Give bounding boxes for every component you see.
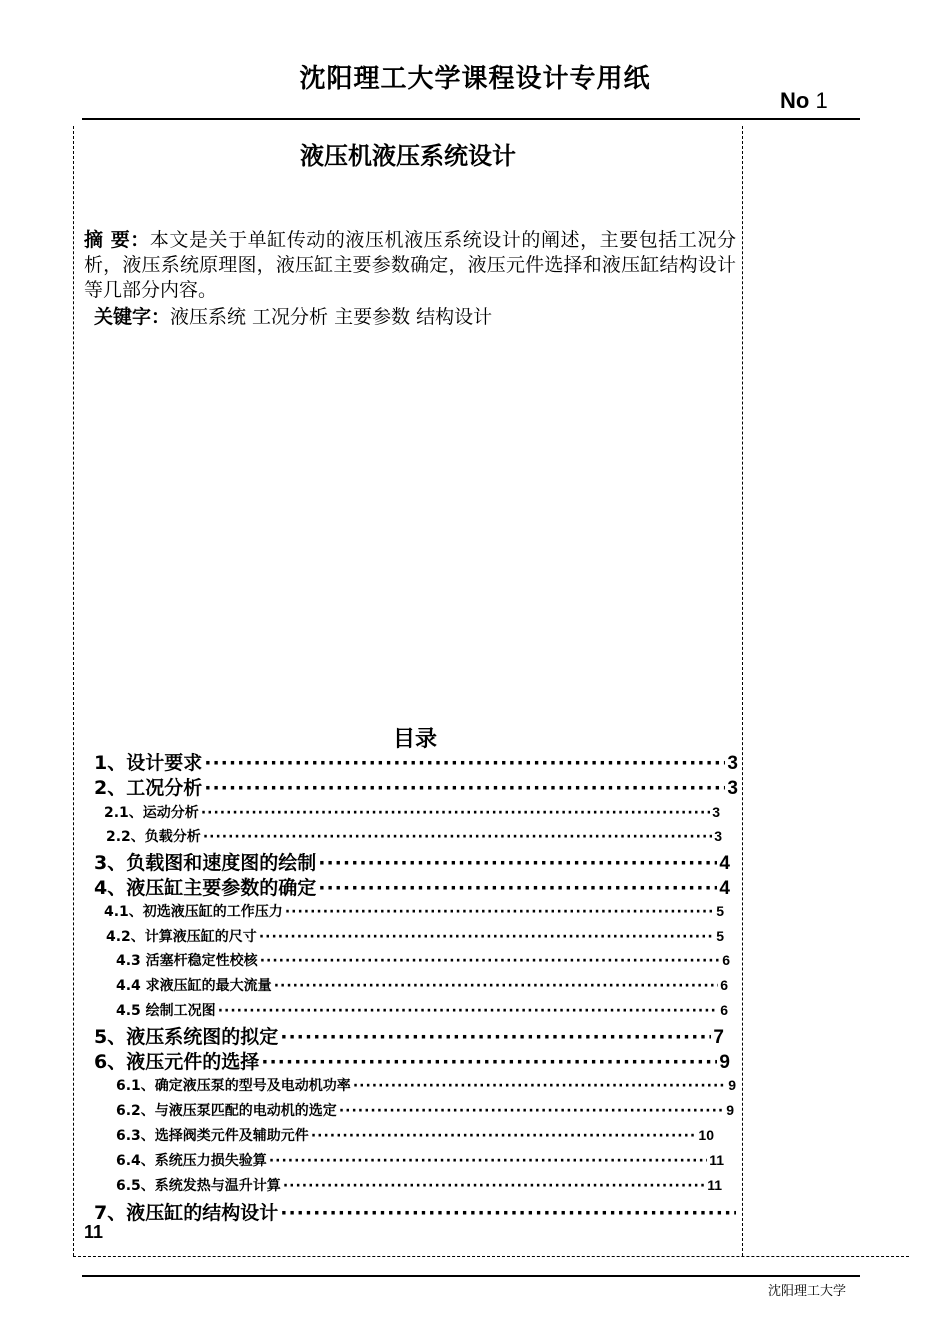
footer-rule — [82, 1275, 860, 1277]
toc-entry-page: 11 — [709, 1152, 724, 1168]
toc-entry-page: 9 — [726, 1102, 734, 1118]
frame-bottom-border — [73, 1256, 909, 1257]
toc-entry[interactable] — [94, 848, 730, 875]
toc-entry-page: 9 — [728, 1077, 736, 1093]
toc-leader — [283, 1178, 705, 1194]
toc-entry[interactable] — [94, 1198, 738, 1225]
toc-leader — [259, 929, 714, 945]
toc-entry-text: 6.5、系统发热与温升计算 — [116, 1178, 281, 1194]
abstract-text: 本文是关于单缸传动的液压机液压系统设计的阐述，主要包括工况分析，液压系统原理图，液压缸主要参数确定，液压元件选择和液压缸结构设计等几部分内容。 — [84, 229, 736, 301]
toc-entry[interactable] — [94, 1047, 730, 1074]
toc-leader — [311, 1128, 697, 1144]
toc-leader — [269, 1153, 707, 1169]
toc-entry-page: 3 — [714, 828, 722, 844]
toc-leader — [339, 1103, 724, 1119]
toc-entry[interactable] — [116, 1100, 734, 1120]
toc-entry-page: 3 — [712, 804, 720, 820]
toc-entry-page: 4 — [719, 853, 730, 874]
toc-entry-text: 2.1、运动分析 — [104, 805, 199, 821]
toc-entry-page: 5 — [716, 928, 724, 944]
toc-entry-text: 5、液压系统图的拟定 — [94, 1026, 279, 1048]
toc-entry-page: 4 — [719, 878, 730, 899]
toc-entry[interactable] — [94, 1022, 724, 1049]
toc-leader — [204, 752, 725, 774]
toc-entry-page: 11 — [707, 1177, 722, 1193]
toc-entry-page: 7 — [713, 1027, 724, 1048]
toc-entry-text: 6.1、确定液压泵的型号及电动机功率 — [116, 1078, 351, 1094]
toc-leader — [318, 877, 717, 899]
toc-entry[interactable] — [104, 802, 720, 822]
toc-entry[interactable] — [116, 1075, 736, 1095]
toc-entry[interactable] — [116, 1000, 728, 1020]
toc-entry-text: 4.1、初选液压缸的工作压力 — [104, 904, 283, 920]
page-number-label: No — [780, 88, 810, 113]
toc-entry-text: 6.3、选择阀类元件及辅助元件 — [116, 1128, 309, 1144]
toc-entry-text: 6.2、与液压泵匹配的电动机的选定 — [116, 1103, 337, 1119]
toc-entry-page: 6 — [720, 1002, 728, 1018]
toc-entry-text: 2.2、负载分析 — [106, 829, 201, 845]
toc-leader — [318, 852, 717, 874]
toc-heading: 目录 — [392, 727, 437, 752]
toc-leader — [280, 1202, 736, 1224]
toc-entry[interactable] — [116, 975, 728, 995]
toc-leader — [203, 829, 712, 845]
toc-entry-page: 6 — [722, 952, 730, 968]
toc-entry-text: 6.4、系统压力损失验算 — [116, 1153, 267, 1169]
toc-entry-page: 9 — [719, 1052, 730, 1073]
toc-entry-text: 1、设计要求 — [94, 752, 203, 774]
toc-entry-text: 3、负载图和速度图的绘制 — [94, 852, 317, 874]
toc-entry-text: 6、液压元件的选择 — [94, 1051, 260, 1073]
toc-entry[interactable] — [94, 773, 738, 800]
toc-entry[interactable] — [116, 1125, 714, 1145]
toc-leader — [274, 978, 719, 994]
toc-entry-text: 4.2、计算液压缸的尺寸 — [106, 929, 257, 945]
page-header-title: 沈阳理工大学课程设计专用纸 — [299, 64, 651, 94]
keywords-text: 液压系统 工况分析 主要参数 结构设计 — [170, 306, 493, 328]
toc-entry[interactable] — [94, 748, 738, 775]
toc-entry[interactable] — [116, 1175, 722, 1195]
toc-entry-text: 4、液压缸主要参数的确定 — [94, 877, 317, 899]
keywords — [94, 302, 492, 329]
toc-entry-text: 4.4 求液压缸的最大流量 — [116, 978, 272, 994]
page-number — [780, 88, 828, 114]
toc-leader — [280, 1026, 711, 1048]
toc-entry-page: 11 — [84, 1222, 104, 1242]
toc-entry-page: 6 — [720, 977, 728, 993]
toc-entry[interactable] — [104, 901, 724, 921]
toc-leader — [353, 1078, 726, 1094]
frame-margin-border — [742, 126, 743, 1256]
document-title: 液压机液压系统设计 — [300, 142, 516, 170]
keywords-label: 关键字： — [94, 306, 171, 328]
toc-entry-page: 10 — [698, 1127, 714, 1143]
toc-entry-text: 2、工况分析 — [94, 777, 203, 799]
toc-entry-page: 3 — [727, 778, 738, 799]
toc-leader — [204, 777, 725, 799]
toc-entry-text: 4.5 绘制工况图 — [116, 1003, 216, 1019]
toc-entry[interactable] — [106, 926, 724, 946]
abstract — [84, 228, 736, 303]
footer-text: 沈阳理工大学 — [768, 1284, 847, 1299]
toc-leader — [285, 904, 714, 920]
toc-leader — [218, 1003, 719, 1019]
abstract-label: 摘 要： — [84, 229, 150, 251]
page-number-value: 1 — [815, 88, 828, 113]
toc-entry[interactable] — [94, 873, 730, 900]
toc-entry-text: 4.3 活塞杆稳定性校核 — [116, 953, 258, 969]
toc-entry[interactable] — [116, 1150, 724, 1170]
toc-entry-page: 3 — [727, 753, 738, 774]
toc-leader — [201, 805, 710, 821]
header-rule — [82, 118, 860, 120]
toc-entry-page: 5 — [716, 903, 724, 919]
toc-leader — [260, 953, 721, 969]
frame-left-border — [73, 126, 74, 1256]
toc-entry[interactable] — [116, 950, 730, 970]
toc-entry[interactable] — [106, 826, 722, 846]
toc-leader — [261, 1051, 717, 1073]
toc-entry-text: 7、液压缸的结构设计 — [94, 1202, 279, 1224]
